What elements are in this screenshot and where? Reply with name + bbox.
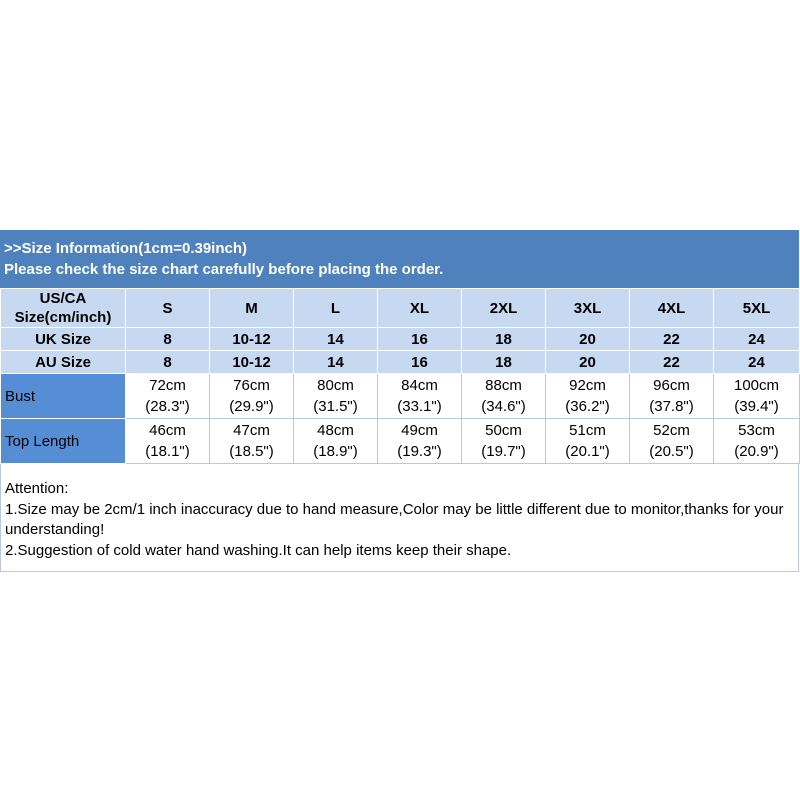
bust-cm: 80cm xyxy=(317,377,354,394)
uk-size-label: UK Size xyxy=(1,328,126,351)
attention-notes xyxy=(0,464,799,572)
size-header-cell: 4XL xyxy=(630,289,714,328)
uk-size-cell: 16 xyxy=(378,328,462,351)
length-cell xyxy=(126,419,210,464)
au-size-cell: 24 xyxy=(714,351,800,374)
corner-label-us: US/CA xyxy=(39,290,87,307)
bust-cell xyxy=(630,374,714,419)
size-info-title: >>Size Information(1cm=0.39inch) xyxy=(4,240,247,257)
au-size-row xyxy=(1,351,800,374)
length-cm: 53cm xyxy=(738,422,775,439)
bust-cm: 92cm xyxy=(569,377,606,394)
length-cm: 50cm xyxy=(485,422,522,439)
length-cm: 48cm xyxy=(317,422,354,439)
uk-size-row xyxy=(1,328,800,351)
top-length-row xyxy=(1,419,800,464)
top-length-label: Top Length xyxy=(1,419,126,464)
bust-label: Bust xyxy=(1,374,126,419)
size-table xyxy=(0,288,800,464)
corner-label-unit: Size(cm/inch) xyxy=(14,309,112,326)
uk-size-cell: 8 xyxy=(126,328,210,351)
bust-cell xyxy=(714,374,800,419)
length-cm: 51cm xyxy=(569,422,606,439)
length-inch: (18.9") xyxy=(313,443,358,460)
uk-size-cell: 18 xyxy=(462,328,546,351)
size-info-header xyxy=(0,230,799,288)
length-cm: 47cm xyxy=(233,422,270,439)
length-inch: (18.5") xyxy=(229,443,274,460)
bust-inch: (34.6") xyxy=(481,398,526,415)
size-header-cell: 5XL xyxy=(714,289,800,328)
length-cell xyxy=(546,419,630,464)
uk-size-cell: 22 xyxy=(630,328,714,351)
uk-size-cell: 20 xyxy=(546,328,630,351)
bust-row xyxy=(1,374,800,419)
size-header-cell: S xyxy=(126,289,210,328)
length-cell xyxy=(294,419,378,464)
length-inch: (18.1") xyxy=(145,443,190,460)
length-inch: (20.5") xyxy=(649,443,694,460)
length-cell xyxy=(210,419,294,464)
bust-cell xyxy=(546,374,630,419)
bust-cm: 100cm xyxy=(733,377,780,394)
bust-cell xyxy=(210,374,294,419)
bust-inch: (29.9") xyxy=(229,398,274,415)
bust-cm: 96cm xyxy=(653,377,690,394)
length-cell xyxy=(378,419,462,464)
bust-inch: (37.8") xyxy=(649,398,694,415)
bust-cm: 76cm xyxy=(233,377,270,394)
length-cell xyxy=(630,419,714,464)
length-inch: (20.9") xyxy=(734,443,779,460)
au-size-cell: 22 xyxy=(630,351,714,374)
size-header-cell: 2XL xyxy=(462,289,546,328)
length-cm: 52cm xyxy=(653,422,690,439)
bust-cm: 72cm xyxy=(149,377,186,394)
bust-cell xyxy=(126,374,210,419)
length-cell xyxy=(462,419,546,464)
au-size-cell: 20 xyxy=(546,351,630,374)
length-inch: (20.1") xyxy=(565,443,610,460)
length-cell xyxy=(714,419,800,464)
bust-cell xyxy=(294,374,378,419)
size-info-instruction: Please check the size chart carefully before placing the order. xyxy=(4,261,444,278)
bust-inch: (31.5") xyxy=(313,398,358,415)
bust-inch: (39.4") xyxy=(734,398,779,415)
bust-cell xyxy=(462,374,546,419)
bust-inch: (36.2") xyxy=(565,398,610,415)
size-header-cell: XL xyxy=(378,289,462,328)
bust-inch: (28.3") xyxy=(145,398,190,415)
au-size-label: AU Size xyxy=(1,351,126,374)
au-size-cell: 8 xyxy=(126,351,210,374)
uk-size-cell: 10-12 xyxy=(210,328,294,351)
au-size-cell: 16 xyxy=(378,351,462,374)
length-inch: (19.7") xyxy=(481,443,526,460)
au-size-cell: 10-12 xyxy=(210,351,294,374)
size-header-cell: M xyxy=(210,289,294,328)
bust-cell xyxy=(378,374,462,419)
attention-note-1: 1.Size may be 2cm/1 inch inaccuracy due to hand measure,Color may be little different due to monitor,thanks for your understanding! xyxy=(5,500,784,538)
size-header-cell: 3XL xyxy=(546,289,630,328)
bust-cm: 88cm xyxy=(485,377,522,394)
uk-size-cell: 24 xyxy=(714,328,800,351)
au-size-cell: 14 xyxy=(294,351,378,374)
bust-cm: 84cm xyxy=(401,377,438,394)
us-size-row xyxy=(1,289,800,328)
attention-note-2: 2.Suggestion of cold water hand washing.It can help items keep their shape. xyxy=(5,541,512,559)
uk-size-cell: 14 xyxy=(294,328,378,351)
length-inch: (19.3") xyxy=(397,443,442,460)
attention-title: Attention: xyxy=(5,480,69,497)
au-size-cell: 18 xyxy=(462,351,546,374)
size-header-cell: L xyxy=(294,289,378,328)
length-cm: 46cm xyxy=(149,422,186,439)
length-cm: 49cm xyxy=(401,422,438,439)
size-chart xyxy=(0,230,799,572)
bust-inch: (33.1") xyxy=(397,398,442,415)
size-corner-header xyxy=(1,289,126,328)
